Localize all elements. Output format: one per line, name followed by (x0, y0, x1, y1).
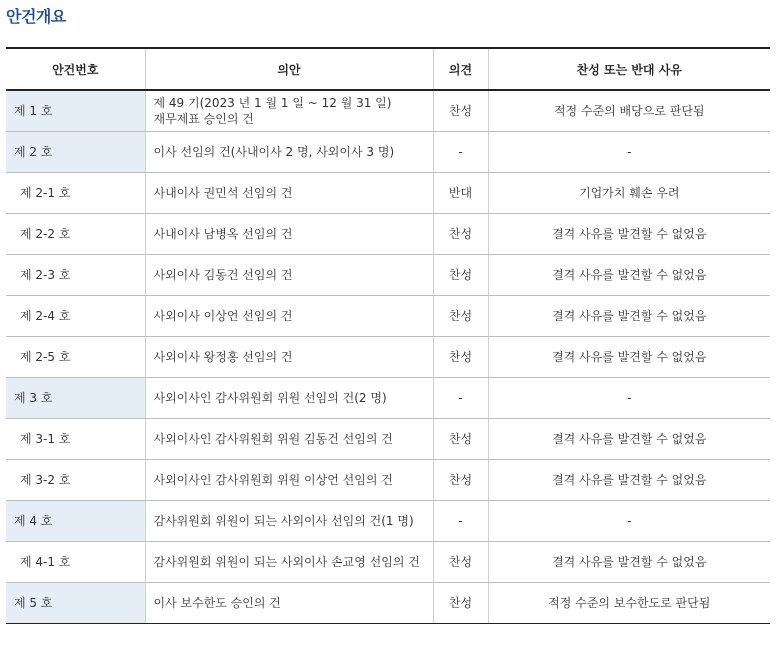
opinion-cell: 찬성 (433, 542, 488, 583)
opinion-cell: - (433, 132, 488, 173)
reason-cell: 결격 사유를 발견할 수 없었음 (488, 460, 770, 501)
agenda-cell (145, 214, 433, 255)
agenda-cell (145, 378, 433, 419)
opinion-cell: - (433, 501, 488, 542)
opinion-cell: 찬성 (433, 214, 488, 255)
table-row (6, 460, 770, 501)
table-row (6, 378, 770, 419)
agenda-cell (145, 337, 433, 378)
table-header-row (6, 48, 770, 90)
agenda-text-line: 사외이사 왕정홍 선임의 건 (153, 350, 293, 364)
reason-cell: 기업가치 훼손 우려 (488, 173, 770, 214)
opinion-cell: 찬성 (433, 337, 488, 378)
reason-cell: 결격 사유를 발견할 수 없었음 (488, 255, 770, 296)
agenda-cell (145, 255, 433, 296)
table-row (6, 542, 770, 583)
agenda-text-line: 제 49 기(2023 년 1 월 1 일 ~ 12 월 31 일) (153, 96, 392, 110)
table-row (6, 583, 770, 624)
agenda-text-line: 사외이사인 감사위원회 위원 김동건 선임의 건 (153, 432, 393, 446)
agenda-text-line: 사외이사인 감사위원회 위원 이상언 선임의 건 (153, 473, 393, 487)
agenda-text-line: 사내이사 남병옥 선임의 건 (153, 227, 293, 241)
reason-cell: 적정 수준의 보수한도로 판단됨 (488, 583, 770, 624)
agenda-text-line: 이사 선임의 건(사내이사 2 명, 사외이사 3 명) (153, 145, 395, 159)
agenda-number-cell: 제 2 호 (6, 132, 145, 173)
opinion-cell: 찬성 (433, 296, 488, 337)
agenda-number-cell: 제 3-2 호 (6, 460, 145, 501)
page-title: 안건개요 (6, 7, 66, 26)
agenda-number-cell: 제 5 호 (6, 583, 145, 624)
agenda-table (6, 47, 770, 624)
table-row (6, 173, 770, 214)
opinion-cell: 찬성 (433, 419, 488, 460)
agenda-number-cell: 제 4-1 호 (6, 542, 145, 583)
reason-cell: 결격 사유를 발견할 수 없었음 (488, 542, 770, 583)
table-row (6, 132, 770, 173)
reason-cell: 결격 사유를 발견할 수 없었음 (488, 419, 770, 460)
table-row (6, 419, 770, 460)
agenda-number-cell: 제 2-3 호 (6, 255, 145, 296)
reason-cell: 결격 사유를 발견할 수 없었음 (488, 214, 770, 255)
header-opinion: 의견 (433, 48, 488, 90)
agenda-number-cell: 제 2-2 호 (6, 214, 145, 255)
agenda-text-line: 재무제표 승인의 건 (153, 112, 254, 126)
agenda-cell (145, 173, 433, 214)
opinion-cell: 찬성 (433, 255, 488, 296)
reason-cell: - (488, 501, 770, 542)
header-reason: 찬성 또는 반대 사유 (488, 48, 770, 90)
agenda-cell (145, 460, 433, 501)
table-row (6, 337, 770, 378)
agenda-cell (145, 296, 433, 337)
agenda-number-cell: 제 3 호 (6, 378, 145, 419)
opinion-cell: - (433, 378, 488, 419)
agenda-text-line: 사외이사 이상언 선임의 건 (153, 309, 293, 323)
agenda-cell (145, 132, 433, 173)
agenda-text-line: 사외이사 김동건 선임의 건 (153, 268, 293, 282)
agenda-text-line: 사외이사인 감사위원회 위원 선임의 건(2 명) (153, 391, 387, 405)
agenda-cell (145, 542, 433, 583)
agenda-text-line: 감사위원회 위원이 되는 사외이사 선임의 건(1 명) (153, 514, 414, 528)
opinion-cell: 찬성 (433, 583, 488, 624)
opinion-cell: 반대 (433, 173, 488, 214)
table-row (6, 90, 770, 132)
agenda-text-line: 사내이사 권민석 선임의 건 (153, 186, 293, 200)
table-row (6, 255, 770, 296)
agenda-cell (145, 501, 433, 542)
reason-cell: 결격 사유를 발견할 수 없었음 (488, 337, 770, 378)
agenda-cell (145, 419, 433, 460)
agenda-cell (145, 583, 433, 624)
agenda-number-cell: 제 2-1 호 (6, 173, 145, 214)
reason-cell: - (488, 378, 770, 419)
header-agenda-number: 안건번호 (6, 48, 145, 90)
agenda-number-cell: 제 4 호 (6, 501, 145, 542)
table-row (6, 501, 770, 542)
agenda-number-cell: 제 3-1 호 (6, 419, 145, 460)
agenda-text-line: 이사 보수한도 승인의 건 (153, 596, 281, 610)
table-row (6, 214, 770, 255)
agenda-text-line: 감사위원회 위원이 되는 사외이사 손교영 선임의 건 (153, 555, 420, 569)
agenda-number-cell: 제 2-4 호 (6, 296, 145, 337)
opinion-cell: 찬성 (433, 90, 488, 132)
reason-cell: 결격 사유를 발견할 수 없었음 (488, 296, 770, 337)
table-row (6, 296, 770, 337)
opinion-cell: 찬성 (433, 460, 488, 501)
reason-cell: - (488, 132, 770, 173)
agenda-number-cell: 제 1 호 (6, 90, 145, 132)
agenda-number-cell: 제 2-5 호 (6, 337, 145, 378)
agenda-cell (145, 90, 433, 132)
header-agenda: 의안 (145, 48, 433, 90)
reason-cell: 적정 수준의 배당으로 판단됨 (488, 90, 770, 132)
